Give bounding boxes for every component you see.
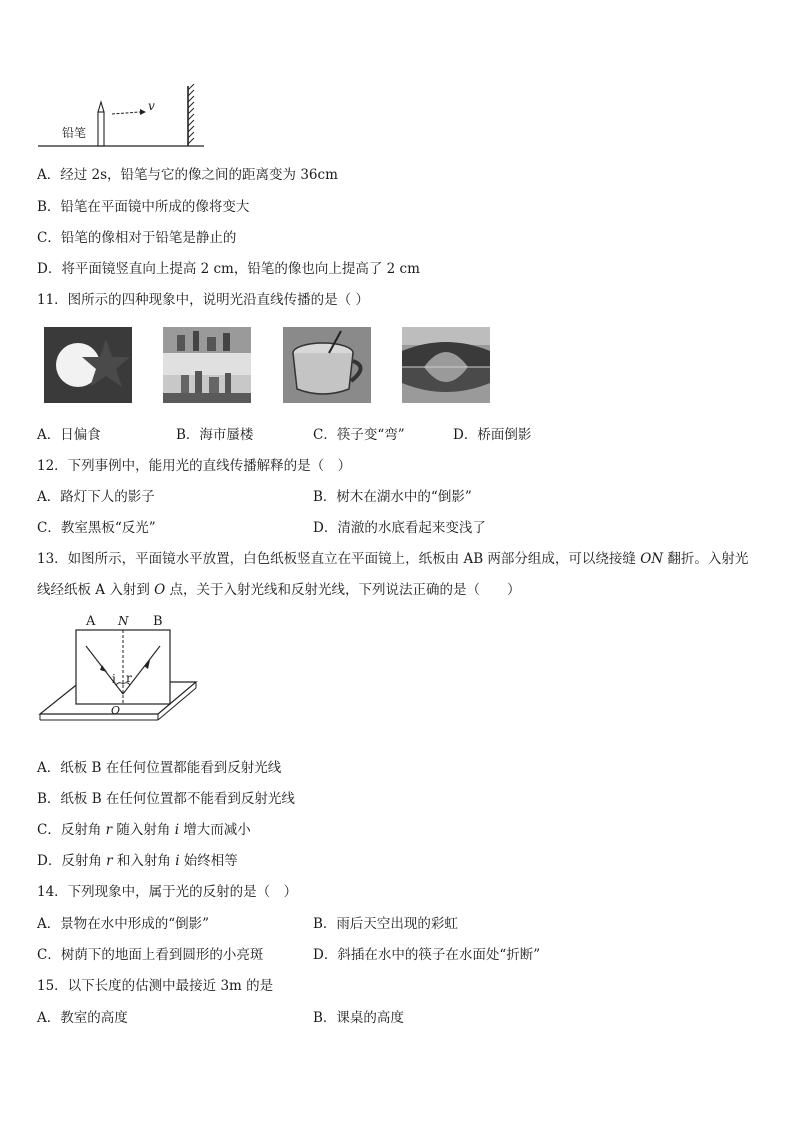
q11-option-a: A．日偏食 [37,427,101,443]
photo-bridge-reflection [402,327,490,403]
photo-mirage [163,327,251,403]
q12-option-c: C．教室黑板“反光” [37,520,156,536]
q15-option-a: A．教室的高度 [37,1010,128,1026]
q13-question-line2: 线经纸板 A 入射到 O 点，关于入射光线和反射光线，下列说法正确的是（ ） [37,582,521,598]
angle-label-i: i [112,672,116,686]
angle-label-r: r [126,671,132,685]
q11-question: 11．图所示的四种现象中，说明光沿直线传播的是（ ） [37,292,369,308]
q12-question: 12．下列事例中，能用光的直线传播解释的是（ ） [37,458,352,474]
pencil-body [98,112,104,146]
point-label-o: O [111,704,121,717]
photo-bent-chopstick-cup [283,327,371,403]
q15-option-b: B．课桌的高度 [313,1010,404,1026]
board-label-a: A [86,614,96,629]
q11-option-d: D．桥面倒影 [453,427,532,443]
q14-option-c: C．树荫下的地面上看到圆形的小亮斑 [37,947,264,963]
q14-question: 14．下列现象中，属于光的反射的是（ ） [37,884,298,900]
q11-option-b: B．海市蜃楼 [176,427,254,443]
q12-option-a: A．路灯下人的影子 [37,489,155,505]
q11-option-c: C．筷子变“弯” [313,427,405,443]
q13-option-b: B．纸板 B 在任何位置都不能看到反射光线 [37,791,295,807]
q13-question-line1: 13．如图所示，平面镜水平放置，白色纸板竖直立在平面镜上，纸板由 AB 两部分组成，可以绕接缝 ON 翻折。入射光 [37,551,749,567]
pencil-mirror-figure [36,82,206,150]
velocity-arrow-head [140,109,146,115]
q15-question: 15．以下长度的估测中最接近 3m 的是 [37,978,274,994]
reflection-experiment-diagram [36,614,206,724]
photo-partial-solar-eclipse [44,327,132,403]
q14-option-d: D．斜插在水中的筷子在水面处“折断” [313,947,541,963]
q10-option-c: C．铅笔的像相对于铅笔是静止的 [37,230,237,246]
velocity-arrow-line [112,112,140,114]
pencil-label: 铅笔 [62,126,87,140]
q14-option-a: A．景物在水中形成的“倒影” [37,916,210,932]
mirror-hatching [188,84,194,144]
q14-option-b: B．雨后天空出现的彩虹 [313,916,458,932]
q12-option-b: B．树木在湖水中的“倒影” [313,489,472,505]
q10-option-d: D．将平面镜竖直向上提高 2 cm，铅笔的像也向上提高了 2 cm [37,261,420,277]
q13-option-d: D．反射角 r 和入射角 i 始终相等 [37,853,238,869]
q10-option-a: A．经过 2s，铅笔与它的像之间的距离变为 36cm [37,167,338,183]
pencil-tip [98,102,104,112]
reflection-experiment-figure [36,614,206,724]
board-label-b: B [153,614,163,629]
board-label-n: N [118,614,129,628]
velocity-label: v [148,99,155,113]
q10-option-b: B．铅笔在平面镜中所成的像将变大 [37,199,250,215]
q12-option-d: D．清澈的水底看起来变浅了 [313,520,486,536]
q13-option-c: C．反射角 r 随入射角 i 增大而减小 [37,822,251,838]
q13-option-a: A．纸板 B 在任何位置都能看到反射光线 [37,760,282,776]
